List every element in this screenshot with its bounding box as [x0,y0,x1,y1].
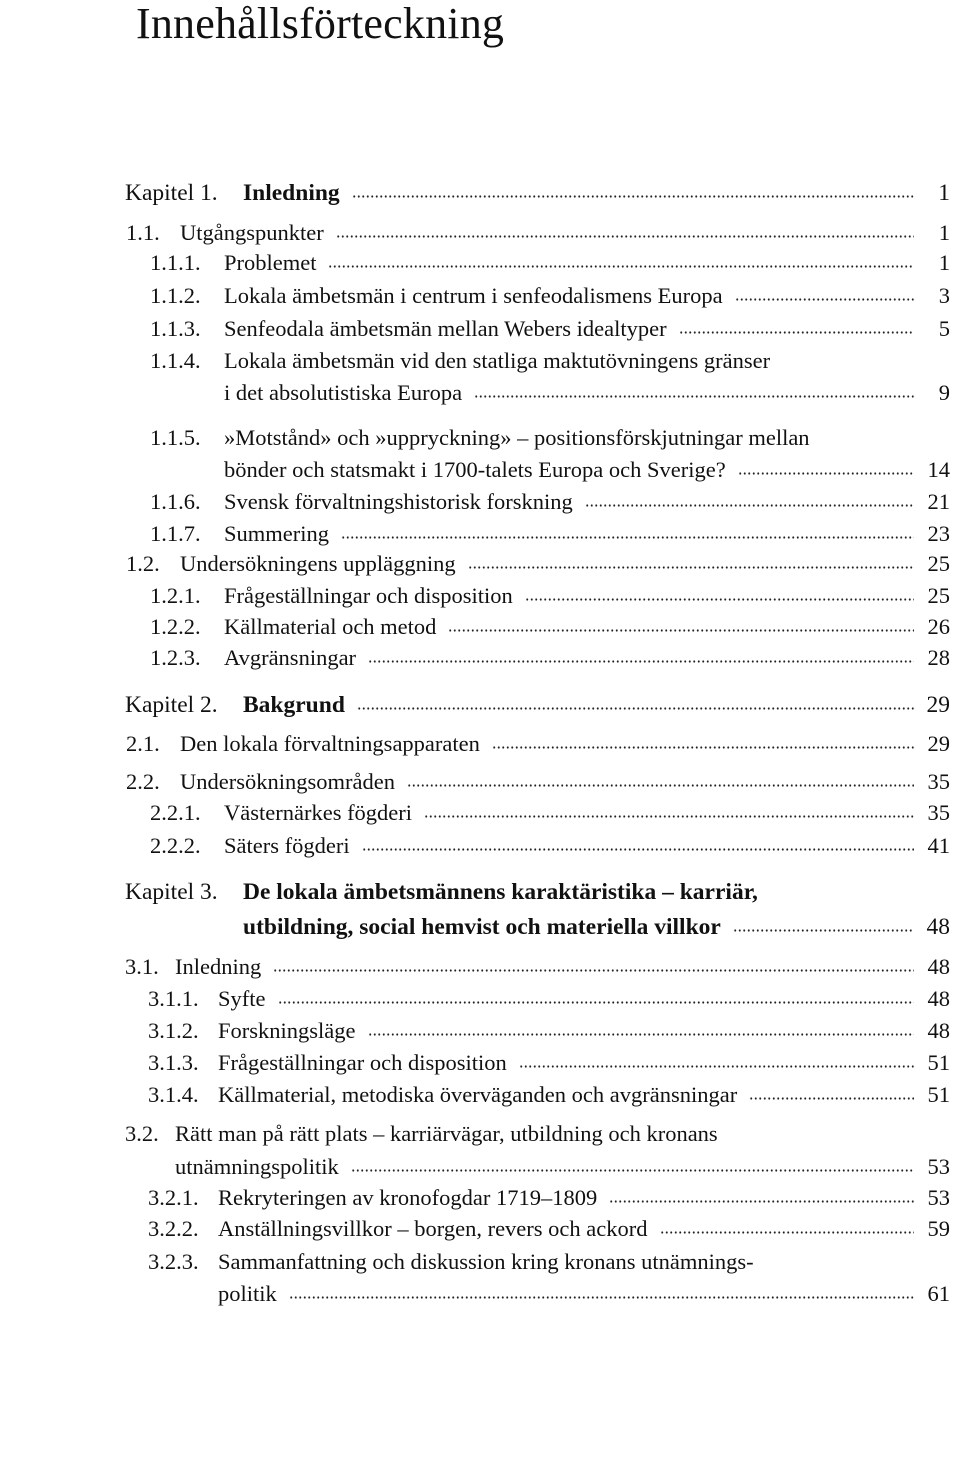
toc-entry [148,1080,950,1110]
toc-entry [224,378,950,408]
toc-entry-page: 35 [927,800,950,825]
toc-entry-number: 1.1. [126,220,160,245]
toc-entry [150,643,950,673]
toc-entry [148,1214,950,1244]
toc-entry-title: Källmaterial och metod [224,614,437,639]
dot-leader [341,536,914,539]
toc-entry-page: 48 [927,954,950,979]
toc-entry [148,1183,950,1213]
toc-entry-title: bönder och statsmakt i 1700-talets Europa och Sverige? [224,457,726,482]
toc-entry-title: Anställningsvillkor – borgen, revers och ackord [218,1216,648,1241]
toc-entry-page: 51 [927,1082,950,1107]
dot-leader [660,1231,915,1234]
toc-entry-number: 3.2. [125,1121,159,1146]
dot-leader [273,969,914,972]
toc-entry-number: 2.1. [126,731,160,756]
toc-entry-page: 53 [927,1154,950,1179]
dot-leader [368,1033,915,1036]
dot-leader [679,331,914,334]
toc-entry-page: 29 [927,731,950,756]
toc-entry-title: Sammanfattning och diskussion kring kronans utnämnings- [218,1249,754,1274]
toc-entry-title: utnämningspolitik [175,1154,339,1179]
toc-entry-title: Källmaterial, metodiska överväganden och avgränsningar [218,1082,738,1107]
toc-entry-title: Avgränsningar [224,645,357,670]
toc-entry-number: 1.2.3. [150,645,201,670]
toc-entry-page: 1 [938,250,950,275]
toc-entry [126,767,950,797]
toc-entry-title: Inledning [243,180,340,206]
toc-entry-number: Kapitel 2. [125,692,218,718]
toc-entry [148,1048,950,1078]
dot-leader [448,629,914,632]
dot-leader [424,815,914,818]
toc-entry-number: 1.1.4. [150,348,201,373]
toc-entry-page: 23 [927,521,950,546]
dot-leader [474,395,914,398]
toc-entry-title: Frågeställningar och disposition [224,583,513,608]
toc-entry [148,984,950,1014]
toc-entry-number: 1.1.2. [150,283,201,308]
toc-entry [125,1119,718,1149]
dot-leader [733,929,914,932]
toc-entry-title: Bakgrund [243,692,345,718]
toc-entry [126,729,950,759]
toc-entry-number: 3.2.3. [148,1249,199,1274]
dot-leader [519,1065,914,1068]
toc-entry-title: Problemet [224,250,317,275]
toc-entry-number: 1.2. [126,551,160,576]
toc-entry-title: i det absolutistiska Europa [224,380,463,405]
toc-entry-number: 1.2.1. [150,583,201,608]
toc-entry [150,423,810,453]
toc-entry [150,487,950,517]
toc-entry-number: 2.2.1. [150,800,201,825]
dot-leader [525,598,914,601]
dot-leader [749,1097,914,1100]
dot-leader [468,566,914,569]
toc-entry [150,581,950,611]
toc-entry-page: 26 [927,614,950,639]
toc-entry-title: politik [218,1281,277,1306]
toc-entry-number: 3.1.3. [148,1050,199,1075]
toc-entry-title: Säters fögderi [224,833,350,858]
toc-entry-title: utbildning, social hemvist och materiella villkor [243,914,721,940]
toc-entry-title: Forskningsläge [218,1018,356,1043]
toc-entry-number: 1.1.1. [150,250,201,275]
toc-entry-number: 3.1.1. [148,986,199,1011]
dot-leader [585,504,914,507]
toc-entry-page: 3 [938,283,950,308]
dot-leader [368,660,914,663]
toc-entry [126,218,950,248]
dot-leader [352,195,914,198]
toc-entry-number: 3.1.4. [148,1082,199,1107]
toc-entry-page: 25 [927,583,950,608]
page-title: Innehållsförteckning [136,0,505,48]
toc-entry-title: Undersökningsområden [180,769,395,794]
toc-entry [243,912,950,942]
toc-entry-number: 1.2.2. [150,614,201,639]
toc-entry-title: Senfeodala ämbetsmän mellan Webers idealtyper [224,316,667,341]
toc-entry-page: 35 [927,769,950,794]
dot-leader [492,746,914,749]
toc-entry-page: 51 [927,1050,950,1075]
dot-leader [328,265,914,268]
toc-entry-title: Utgångspunkter [180,220,324,245]
toc-entry-title: Rätt man på rätt plats – karriärvägar, utbildning och kronans [175,1121,718,1146]
toc-entry-title: Lokala ämbetsmän vid den statliga maktutövningens gränser [224,348,771,373]
toc-entry-number: 3.1. [125,954,159,979]
dot-leader [738,472,914,475]
toc-entry-page: 21 [927,489,950,514]
toc-entry [150,519,950,549]
toc-entry-page: 48 [926,914,950,940]
toc-entry-title: Syfte [218,986,266,1011]
toc-entry [150,612,950,642]
toc-entry-page: 1 [938,180,950,206]
toc-entry-title: Rekryteringen av kronofogdar 1719–1809 [218,1185,598,1210]
toc-entry-number: 2.2.2. [150,833,201,858]
toc-entry-title: Undersökningens uppläggning [180,551,456,576]
dot-leader [278,1001,915,1004]
toc-entry-title: Inledning [175,954,262,979]
toc-entry-number: 1.1.6. [150,489,201,514]
toc-entry [150,281,950,311]
toc-entry-page: 14 [927,457,950,482]
toc-entry-page: 53 [927,1185,950,1210]
toc-entry-number: 3.2.1. [148,1185,199,1210]
toc-entry-number: 1.1.7. [150,521,201,546]
toc-entry-number: Kapitel 3. [125,879,218,905]
toc-entry [175,1152,950,1182]
toc-entry-title: Svensk förvaltningshistorisk forskning [224,489,573,514]
toc-entry-page: 28 [927,645,950,670]
toc-entry-page: 48 [927,1018,950,1043]
toc-entry [150,346,770,376]
toc-entry-page: 9 [938,380,950,405]
toc-entry-page: 5 [938,316,950,341]
toc-entry-page: 41 [927,833,950,858]
toc-entry-title: De lokala ämbetsmännens karaktäristika – karriär, [243,879,758,905]
dot-leader [407,784,914,787]
toc-entry [126,549,950,579]
toc-entry [224,455,950,485]
toc-entry [148,1016,950,1046]
toc-entry [150,248,950,278]
toc-entry [150,798,950,828]
toc-entry-number: 1.1.3. [150,316,201,341]
toc-entry-number: 3.2.2. [148,1216,199,1241]
toc-entry-title: Västernärkes fögderi [224,800,413,825]
toc-entry [150,314,950,344]
toc-entry [148,1247,754,1277]
toc-entry [125,952,950,982]
dot-leader [357,707,914,710]
toc-entry-page: 48 [927,986,950,1011]
toc-entry-page: 1 [938,220,950,245]
dot-leader [362,848,914,851]
toc-entry-page: 25 [927,551,950,576]
toc-entry-title: Summering [224,521,329,546]
toc-entry-title: Lokala ämbetsmän i centrum i senfeodalismens Europa [224,283,723,308]
toc-entry-number: 3.1.2. [148,1018,199,1043]
toc-entry-title: Frågeställningar och disposition [218,1050,507,1075]
dot-leader [289,1296,914,1299]
dot-leader [609,1200,914,1203]
dot-leader [351,1169,914,1172]
toc-entry-number: 1.1.5. [150,425,201,450]
toc-entry [125,690,950,720]
dot-leader [735,298,914,301]
toc-entry [218,1279,950,1309]
toc-entry-page: 29 [926,692,950,718]
dot-leader [336,235,914,238]
toc-entry-page: 59 [927,1216,950,1241]
toc-entry [150,831,950,861]
toc-entry-title: »Motstånd» och »uppryckning» – positionsförskjutningar mellan [224,425,810,450]
toc-entry-title: Den lokala förvaltningsapparaten [180,731,480,756]
toc-entry [125,877,758,907]
toc-entry-number: 2.2. [126,769,160,794]
toc-entry-number: Kapitel 1. [125,180,218,206]
toc-entry [125,178,950,208]
toc-entry-page: 61 [927,1281,950,1306]
